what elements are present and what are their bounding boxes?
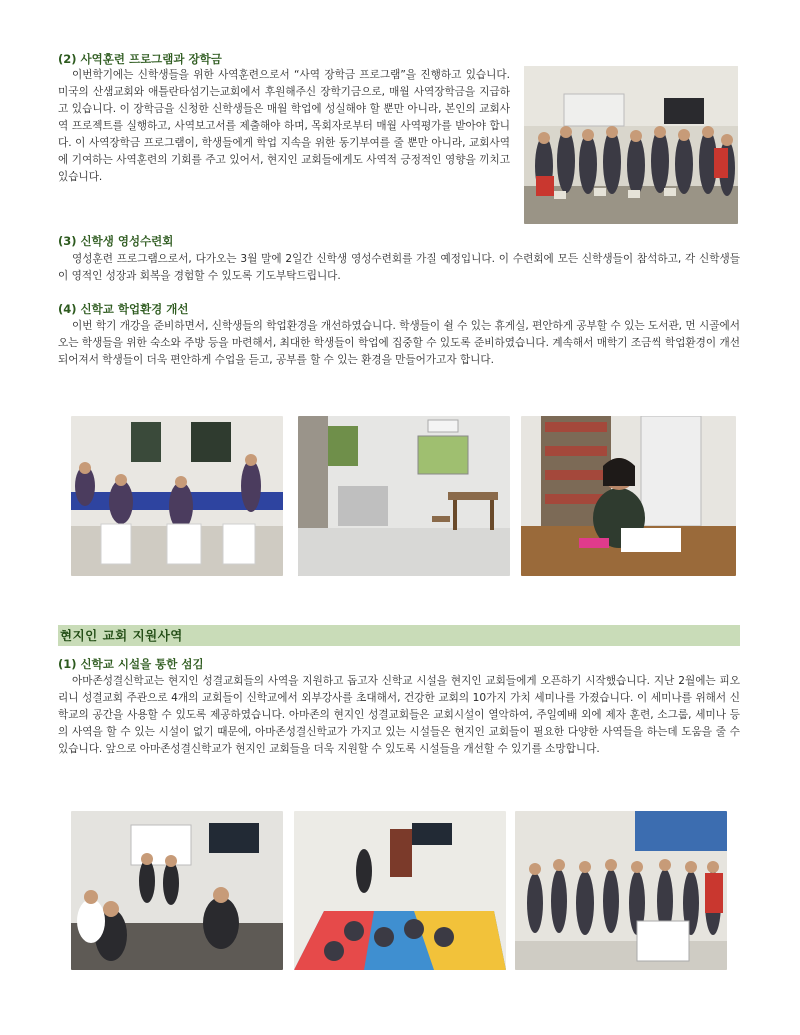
scholarship-heading: (2) 사역훈련 프로그램과 장학금 <box>58 52 222 66</box>
retreat-paragraph <box>58 251 740 285</box>
section-banner-title: 현지인 교회 지원사역 <box>60 628 183 643</box>
scholarship-text: 이번학기에는 신학생들을 위한 사역훈련으로서 “사역 장학금 프로그램”을 진행하고 있습니다. 미국의 산샘교회와 애틀란타섬기는교회에서 후원해주신 장학기금으로, 매월 사역장학금을 지급하고 있습니다. 이 장학금을 신청한 신학생들은 매월 학업에 성실해야 할 뿐만 아니라, 본인의 교회사역 프로젝트를 실행하고, 사역보고서를 제출해야 하며, 목회자로부터 매월 사역평가를 받아야 합니다. 이 사역장학금 프로그램이, 학생들에게 학업 지속을 위한 동기부여를 줄 뿐만 아니라, 교회사역에 기여하는 사역훈련의 기회를 주고 있어서, 현지인 교회들에게도 사역적 긍정적인 영향을 끼치고 있습니다. <box>58 69 510 183</box>
seminar-classroom-photo <box>71 811 283 970</box>
environment-heading: (4) 신학교 학업환경 개선 <box>58 302 189 316</box>
church-group-photo <box>515 811 727 970</box>
facility-service-paragraph <box>58 673 740 758</box>
scholarship-paragraph <box>58 67 510 186</box>
retreat-text: 영성훈련 프로그램으로서, 다가오는 3월 말에 2일간 신학생 영성수련회를 가질 예정입니다. 이 수련회에 모든 신학생들이 참석하고, 각 신학생들이 영적인 성장과 회복을 경험할 수 있도록 기도부탁드립니다. <box>58 253 740 282</box>
children-activity-photo <box>294 811 506 970</box>
lounge-photo <box>71 416 283 576</box>
dormitory-kitchen-photo <box>298 416 510 576</box>
environment-paragraph <box>58 318 740 369</box>
facility-service-text: 아마존성결신학교는 현지인 성결교회들의 사역을 지원하고 돕고자 신학교 시설을 현지인 교회들에게 오픈하기 시작했습니다. 지난 2월에는 피오리니 성결교회 주관으로 4개의 교회들이 신학교에서 외부강사를 초대해서, 건강한 교회의 10가지 가치 세미나를 가졌습니다. 이 세미나를 위해서 신학교의 공간을 사용할 수 있도록 제공하였습니다. 아마존의 현지인 성결교회들은 교회시설이 열악하여, 주일예배 외에 제자 훈련, 소그룹, 세미나 등의 사역을 할 수 있는 시설이 없기 때문에, 아마존성결신학교가 가지고 있는 시설들은 현지인 교회들이 필요한 다양한 사역들을 하는데 도움을 줄 수 있습니다. 앞으로 아마존성결신학교가 현지인 교회들을 더욱 지원할 수 있도록 시설들을 개선할 수 있기를 소망합니다. <box>58 675 740 755</box>
retreat-heading: (3) 신학생 영성수련회 <box>58 234 174 248</box>
environment-text: 이번 학기 개강을 준비하면서, 신학생들의 학업환경을 개선하였습니다. 학생들이 쉴 수 있는 휴게실, 편안하게 공부할 수 있는 도서관, 먼 시골에서 오는 학생들을 위한 숙소와 주방 등을 마련해서, 최대한 학생들이 학업에 집중할 수 있도록 준비하였습니다. 계속해서 매학기 조금씩 학업환경이 개선되어져서 학생들이 더욱 편안하게 수업을 듣고, 공부를 할 수 있는 환경을 만들어가고자 합니다. <box>58 320 740 366</box>
library-photo <box>521 416 736 576</box>
scholarship-group-photo <box>524 66 738 224</box>
facility-service-heading: (1) 신학교 시설을 통한 섬김 <box>58 657 204 671</box>
